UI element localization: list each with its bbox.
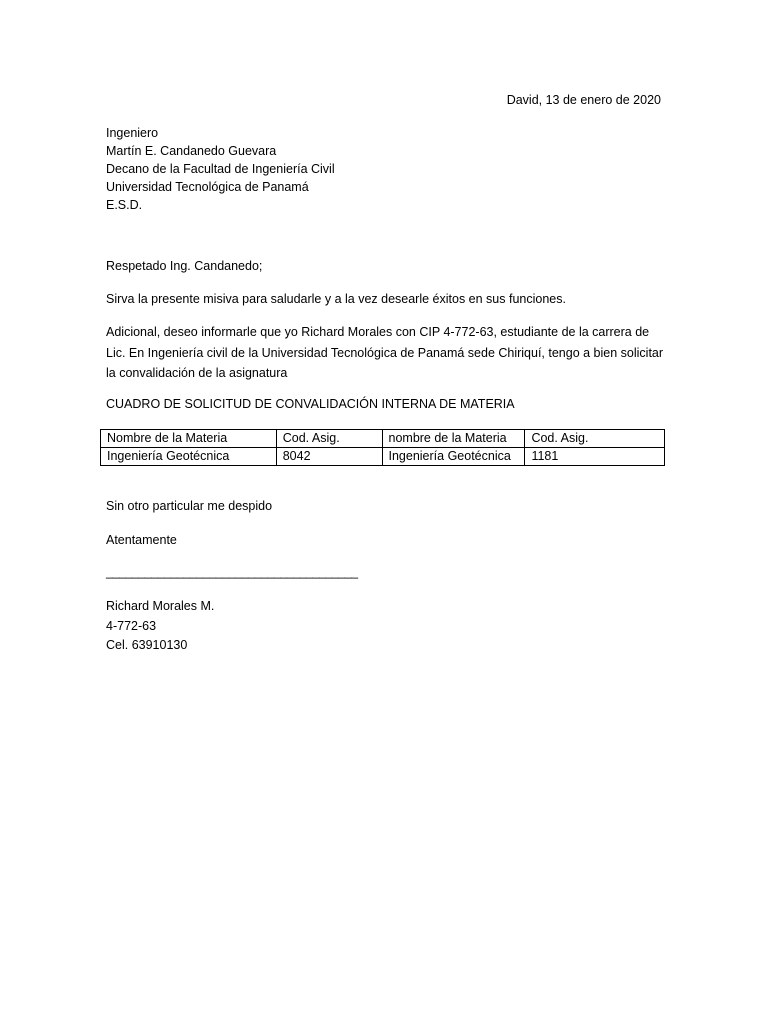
table-header-cell: nombre de la Materia — [382, 430, 525, 448]
signer-name: Richard Morales M. — [106, 599, 215, 613]
recipient-institution: Universidad Tecnológica de Panamá — [106, 180, 309, 194]
paragraph-line: Adicional, deseo informarle que yo Richard Morales con CIP 4-772-63, estudiante de la carrera de — [106, 325, 650, 339]
recipient-title: Ingeniero — [106, 126, 159, 140]
table-row — [101, 448, 665, 466]
table-header-cell: Nombre de la Materia — [101, 430, 277, 448]
table-cell: Ingeniería Geotécnica — [101, 448, 277, 466]
signer-id: 4-772-63 — [106, 618, 157, 633]
paragraph-line: la convalidación de la asignatura — [106, 366, 288, 380]
convalidation-table — [100, 429, 665, 466]
closing-phrase: Sin otro particular me despido — [106, 499, 273, 513]
recipient-name: Martín E. Candanedo Guevara — [106, 144, 277, 158]
table-cell: 1181 — [525, 448, 665, 466]
signer-block — [106, 597, 214, 656]
table-header-cell: Cod. Asig. — [276, 430, 382, 448]
table-cell: Ingeniería Geotécnica — [382, 448, 525, 466]
table-header-row — [101, 430, 665, 448]
paragraph-request — [106, 322, 666, 384]
salutation: Respetado Ing. Candanedo; — [106, 259, 263, 273]
closing-regards: Atentamente — [106, 533, 177, 547]
table-title: CUADRO DE SOLICITUD DE CONVALIDACIÓN INTERNA DE MATERIA — [106, 397, 515, 411]
table-cell: 8042 — [276, 448, 382, 466]
recipient-position: Decano de la Facultad de Ingeniería Civil — [106, 162, 335, 176]
recipient-esd: E.S.D. — [106, 198, 143, 212]
paragraph-line: Lic. En Ingeniería civil de la Universidad Tecnológica de Panamá sede Chiriquí, tengo a bien solicitar — [106, 345, 664, 360]
letter-date: David, 13 de enero de 2020 — [506, 93, 661, 107]
signer-phone: Cel. 63910130 — [106, 638, 188, 652]
paragraph-greeting: Sirva la presente misiva para saludarle y a la vez desearle éxitos en sus funciones. — [106, 292, 566, 306]
table-header-cell: Cod. Asig. — [525, 430, 665, 448]
signature-line: _______________________________________ — [106, 565, 358, 579]
recipient-block — [106, 124, 335, 214]
